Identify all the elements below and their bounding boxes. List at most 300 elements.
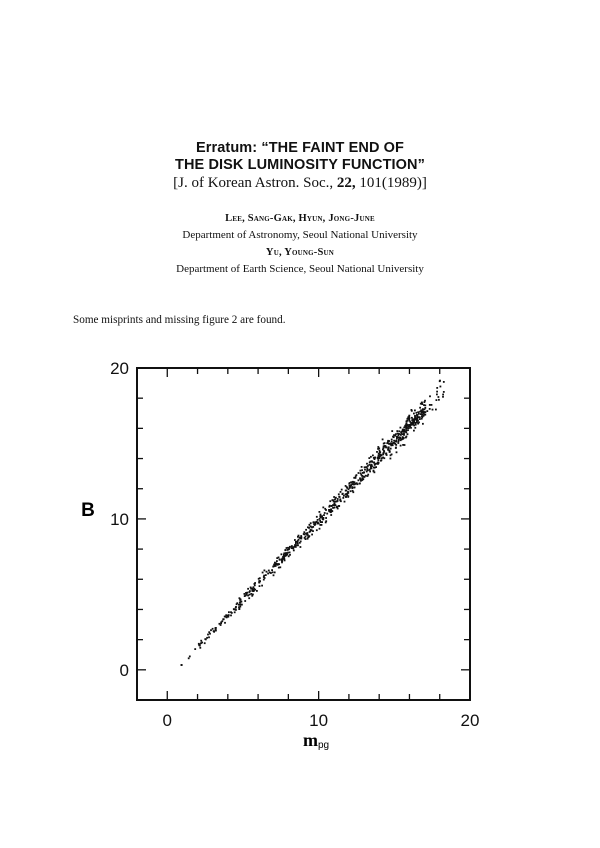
affiliation-1: Department of Astronomy, Seoul National University [182, 229, 418, 241]
data-point [333, 501, 335, 503]
data-point [370, 456, 372, 458]
data-point [436, 399, 438, 401]
data-point [400, 434, 402, 436]
data-point [364, 466, 366, 468]
data-point [382, 439, 384, 441]
data-point [224, 622, 226, 624]
data-point [188, 657, 190, 659]
data-point [331, 505, 333, 507]
data-point [442, 396, 444, 398]
data-point [274, 572, 276, 574]
data-point [361, 469, 363, 471]
data-point [289, 552, 291, 554]
x-axis-label [303, 730, 329, 751]
data-point [410, 427, 412, 429]
data-point [387, 448, 389, 450]
data-point [390, 448, 392, 450]
data-point [300, 541, 302, 543]
data-point [341, 489, 343, 491]
title-line-2: THE DISK LUMINOSITY FUNCTION” [175, 157, 425, 173]
data-point [323, 517, 325, 519]
data-point [422, 408, 424, 410]
data-point [248, 597, 250, 599]
data-point [343, 495, 345, 497]
data-point [440, 386, 442, 388]
data-point [259, 580, 261, 582]
data-point [416, 416, 418, 418]
data-point [414, 417, 416, 419]
data-point [324, 508, 326, 510]
data-point [403, 427, 405, 429]
data-point [371, 467, 373, 469]
data-point [279, 559, 281, 561]
data-point [351, 487, 353, 489]
data-point [385, 447, 387, 449]
y-axis-label: B [81, 500, 95, 521]
data-point [369, 469, 371, 471]
data-point [239, 599, 241, 601]
data-point [392, 444, 394, 446]
data-point [398, 430, 400, 432]
author-names-2: Yu, Young-Sun [265, 247, 335, 258]
data-point [189, 656, 191, 658]
data-point [256, 590, 258, 592]
data-point [411, 417, 413, 419]
data-point [315, 523, 317, 525]
data-point [258, 578, 260, 580]
data-point [393, 442, 395, 444]
data-point [200, 640, 202, 642]
data-point [284, 560, 286, 562]
data-point [385, 453, 387, 455]
data-point [373, 457, 375, 459]
data-point [345, 496, 347, 498]
data-point [215, 627, 217, 629]
data-point [340, 500, 342, 502]
data-point [443, 391, 445, 393]
data-point [387, 441, 389, 443]
data-point [358, 472, 360, 474]
data-point [310, 522, 312, 524]
data-point [442, 394, 444, 396]
data-point [268, 570, 270, 572]
data-point [377, 458, 379, 460]
data-point [204, 642, 206, 644]
data-point [436, 391, 438, 393]
data-point [328, 506, 330, 508]
data-point [367, 474, 369, 476]
data-point [225, 616, 227, 618]
data-point [397, 442, 399, 444]
data-point [344, 501, 346, 503]
data-point [278, 557, 280, 559]
data-point [347, 492, 349, 494]
data-point [181, 664, 183, 666]
data-point [329, 509, 331, 511]
data-point [359, 477, 361, 479]
data-point [376, 451, 378, 453]
data-point [310, 526, 312, 528]
data-point [247, 588, 249, 590]
data-point [383, 443, 385, 445]
data-point [413, 425, 415, 427]
data-point [313, 521, 315, 523]
data-point [238, 606, 240, 608]
data-point [281, 562, 283, 564]
data-point [208, 636, 210, 638]
data-point [298, 539, 300, 541]
data-point [419, 407, 421, 409]
data-point [264, 570, 266, 572]
data-point [281, 559, 283, 561]
data-point [310, 530, 312, 532]
data-point [289, 554, 291, 556]
data-point [405, 432, 407, 434]
data-point [422, 414, 424, 416]
data-point [339, 498, 341, 500]
y-tick-label: 0 [119, 660, 129, 680]
data-point [321, 515, 323, 517]
data-point [364, 469, 366, 471]
data-point [424, 400, 426, 402]
data-point [363, 476, 365, 478]
data-point [347, 495, 349, 497]
data-point [307, 538, 309, 540]
data-point [288, 548, 290, 550]
data-point [309, 524, 311, 526]
data-point [316, 516, 318, 518]
data-point [429, 395, 431, 397]
data-point [331, 510, 333, 512]
data-point [281, 553, 283, 555]
data-point [330, 514, 332, 516]
data-point [342, 493, 344, 495]
data-point [272, 571, 274, 573]
data-point [345, 485, 347, 487]
data-point [220, 624, 222, 626]
data-point [374, 464, 376, 466]
citation-prefix: [J. of Korean Astron. Soc., [173, 175, 334, 191]
data-point [360, 472, 362, 474]
data-point [295, 546, 297, 548]
data-point [396, 430, 398, 432]
data-point [241, 604, 243, 606]
data-point [311, 527, 313, 529]
data-point [417, 414, 419, 416]
data-point [317, 522, 319, 524]
erratum-note: Some misprints and missing figure 2 are found. [73, 314, 286, 326]
data-point [368, 464, 370, 466]
data-point [403, 434, 405, 436]
data-point [411, 419, 413, 421]
data-point [353, 487, 355, 489]
data-point [413, 420, 415, 422]
data-point [325, 517, 327, 519]
data-point [426, 410, 428, 412]
data-point [319, 524, 321, 526]
data-point [300, 538, 302, 540]
data-point [206, 637, 208, 639]
data-point [293, 547, 295, 549]
data-point [228, 611, 230, 613]
data-point [350, 481, 352, 483]
data-point [422, 423, 424, 425]
data-point [431, 404, 433, 406]
data-point [265, 574, 267, 576]
data-point [429, 404, 431, 406]
data-point [269, 572, 271, 574]
data-point [407, 429, 409, 431]
data-point [236, 602, 238, 604]
data-point [398, 433, 400, 435]
data-point [235, 606, 237, 608]
data-point [208, 631, 210, 633]
data-point [404, 444, 406, 446]
data-point [337, 498, 339, 500]
data-point [355, 475, 357, 477]
data-point [222, 618, 224, 620]
data-point [408, 427, 410, 429]
data-point [263, 579, 265, 581]
data-point [303, 531, 305, 533]
data-point [436, 387, 438, 389]
data-point [388, 446, 390, 448]
data-point [322, 507, 324, 509]
data-point [220, 622, 222, 624]
data-point [416, 418, 418, 420]
data-point [348, 488, 350, 490]
data-point [323, 514, 325, 516]
data-point [294, 539, 296, 541]
data-point [407, 418, 409, 420]
data-point [390, 458, 392, 460]
data-point [353, 484, 355, 486]
data-point [320, 515, 322, 517]
data-point [333, 504, 335, 506]
data-point [398, 440, 400, 442]
data-point [334, 498, 336, 500]
data-point [251, 588, 253, 590]
data-point [264, 577, 266, 579]
data-point [421, 402, 423, 404]
data-point [230, 611, 232, 613]
data-point [407, 433, 409, 435]
author-block [0, 210, 600, 278]
data-point [394, 440, 396, 442]
data-point [374, 471, 376, 473]
data-point [405, 426, 407, 428]
data-point [285, 554, 287, 556]
data-point [443, 381, 445, 383]
data-point [391, 439, 393, 441]
data-point [371, 460, 373, 462]
data-point [305, 536, 307, 538]
data-point [205, 639, 207, 641]
data-point [254, 584, 256, 586]
data-point [383, 457, 385, 459]
data-point [303, 533, 305, 535]
data-point [429, 408, 431, 410]
data-point [420, 409, 422, 411]
data-point [212, 628, 214, 630]
data-point [324, 512, 326, 514]
data-point [329, 500, 331, 502]
data-point [326, 513, 328, 515]
author-names-1: Lee, Sang-Gak, Hyun, Jong-June [225, 213, 375, 224]
data-point [391, 430, 393, 432]
data-point [317, 519, 319, 521]
data-point [210, 629, 212, 631]
citation-volume: 22, [336, 175, 356, 191]
data-point [300, 535, 302, 537]
data-point [414, 410, 416, 412]
x-tick-label: 20 [460, 711, 480, 730]
data-point [413, 413, 415, 415]
data-point [359, 483, 361, 485]
data-point [379, 450, 381, 452]
data-point [305, 538, 307, 540]
data-point [358, 479, 360, 481]
data-point [253, 590, 255, 592]
data-point [366, 466, 368, 468]
citation-suffix: 101(1989)] [359, 175, 427, 191]
data-point [396, 436, 398, 438]
scatter-chart [0, 350, 600, 770]
data-point [435, 409, 437, 411]
data-point [325, 520, 327, 522]
data-point [259, 585, 261, 587]
data-point [244, 600, 246, 602]
data-point [386, 454, 388, 456]
data-point [411, 409, 413, 411]
y-tick-label: 10 [110, 509, 129, 529]
data-point [279, 566, 281, 568]
data-point [424, 407, 426, 409]
data-point [400, 431, 402, 433]
data-point [424, 411, 426, 413]
data-point [419, 418, 421, 420]
data-point [406, 423, 408, 425]
data-point [333, 503, 335, 505]
data-point [416, 412, 418, 414]
data-point [355, 477, 357, 479]
data-point [395, 444, 397, 446]
data-point [438, 396, 440, 398]
data-point [403, 429, 405, 431]
data-point [361, 466, 363, 468]
data-point [352, 481, 354, 483]
data-point [321, 521, 323, 523]
data-point [233, 608, 235, 610]
data-point [424, 405, 426, 407]
data-point [373, 470, 375, 472]
data-point [267, 573, 269, 575]
data-point [244, 593, 246, 595]
data-point [194, 648, 196, 650]
data-point [305, 529, 307, 531]
data-point [367, 469, 369, 471]
paper-header [0, 140, 600, 193]
data-point [273, 574, 275, 576]
data-point [395, 447, 397, 449]
data-point [405, 437, 407, 439]
data-point [319, 511, 321, 513]
data-point [369, 462, 371, 464]
data-point [266, 571, 268, 573]
data-point [439, 380, 441, 382]
data-point [261, 585, 263, 587]
affiliation-2: Department of Earth Science, Seoul National University [176, 263, 424, 275]
data-point [271, 569, 273, 571]
data-point [262, 572, 264, 574]
data-point [362, 472, 364, 474]
y-tick-label: 20 [110, 359, 129, 378]
x-axis-label-subscript: pg [317, 740, 330, 751]
data-point [316, 529, 318, 531]
data-point [285, 549, 287, 551]
data-point [438, 399, 440, 401]
data-point [199, 647, 201, 649]
data-point [378, 460, 380, 462]
data-point [389, 451, 391, 453]
data-point [307, 526, 309, 528]
data-point [338, 496, 340, 498]
data-point [406, 420, 408, 422]
data-point [297, 544, 299, 546]
data-point [391, 441, 393, 443]
data-point [338, 493, 340, 495]
data-point [338, 505, 340, 507]
data-point [342, 497, 344, 499]
data-point [334, 507, 336, 509]
data-point [277, 563, 279, 565]
data-point [384, 445, 386, 447]
data-point [336, 501, 338, 503]
data-point [276, 560, 278, 562]
data-point [221, 620, 223, 622]
x-tick-label: 10 [309, 711, 329, 730]
data-point [238, 608, 240, 610]
data-point [380, 455, 382, 457]
data-point [199, 644, 201, 646]
data-point [275, 565, 277, 567]
data-point [396, 451, 398, 453]
data-point [414, 427, 416, 429]
data-point [377, 446, 379, 448]
data-point [319, 528, 321, 530]
data-point [391, 454, 393, 456]
data-point [230, 615, 232, 617]
data-point [286, 553, 288, 555]
data-point [368, 457, 370, 459]
data-point [319, 518, 321, 520]
data-point [417, 411, 419, 413]
data-point [380, 460, 382, 462]
data-point [383, 451, 385, 453]
data-point [365, 475, 367, 477]
data-point [366, 463, 368, 465]
data-point [373, 462, 375, 464]
data-point [377, 448, 379, 450]
data-point [300, 546, 302, 548]
data-point [409, 420, 411, 422]
data-point [349, 487, 351, 489]
data-point [227, 615, 229, 617]
data-point [340, 491, 342, 493]
data-point [421, 415, 423, 417]
data-point [335, 497, 337, 499]
data-point [393, 434, 395, 436]
